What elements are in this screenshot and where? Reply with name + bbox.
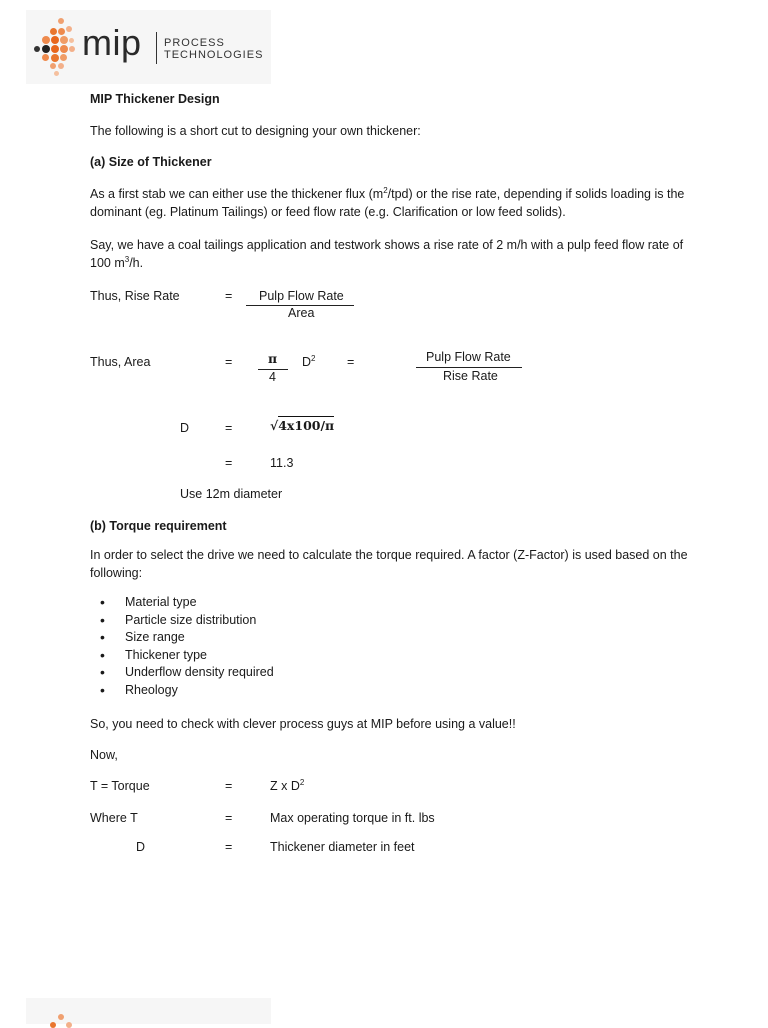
torque-equals: = xyxy=(225,779,233,793)
d-letter: D xyxy=(302,355,312,369)
para2-part-a: Say, we have a coal tailings application and testwork shows a rise rate of 2 m/h with a pulp feed flow rate of 100 m xyxy=(90,238,684,270)
page-title: MIP Thickener Design xyxy=(90,92,220,106)
where-d-equals: = xyxy=(225,840,233,854)
where-t-definition: Max operating torque in ft. lbs xyxy=(270,811,435,825)
torque-formula-text: Z x D xyxy=(270,779,300,793)
dot-cluster-icon xyxy=(34,1010,78,1024)
logo-brand-text: mip xyxy=(82,22,142,63)
para1-part-b: /tpd) or the rise rate, depending if solids loading is the dominant (eg. Platinum Tailings) or feed flow rate (e.g. Clarification or low feed solids). xyxy=(90,187,685,219)
next-page-logo-fragment xyxy=(26,998,271,1024)
area-denominator: Rise Rate xyxy=(443,369,498,383)
where-d-label: D xyxy=(136,840,146,854)
torque-label: T = Torque xyxy=(90,779,150,793)
list-item: • Thickener type xyxy=(100,647,274,665)
section-b-paragraph-1: In order to select the drive we need to calculate the torque required. A factor (Z-Factor) is used based on the following: xyxy=(90,548,688,580)
where-t-label: Where T xyxy=(90,811,138,825)
rise-rate-equals: = xyxy=(225,289,233,303)
now-text: Now, xyxy=(90,748,118,762)
rise-rate-denominator: Area xyxy=(288,306,315,320)
list-item: • Material type xyxy=(100,594,274,612)
where-d-definition: Thickener diameter in feet xyxy=(270,840,415,854)
para1-part-a: As a first stab we can either use the thickener flux (m xyxy=(90,187,384,201)
z-factor-list xyxy=(100,594,274,700)
torque-superscript: 2 xyxy=(299,777,305,787)
list-item: • Underflow density required xyxy=(100,664,274,682)
sqrt-expression xyxy=(270,418,334,433)
area-equals-2: = xyxy=(347,355,355,369)
pi-symbol: π xyxy=(268,351,278,366)
d-value-equals: = xyxy=(225,456,233,470)
logo-divider xyxy=(156,32,157,64)
torque-formula xyxy=(270,777,304,795)
d-value: 11.3 xyxy=(270,456,294,470)
where-t-equals: = xyxy=(225,811,233,825)
section-a-paragraph-2 xyxy=(90,236,690,272)
para2-superscript: 3 xyxy=(124,254,130,264)
list-item: • Rheology xyxy=(100,682,274,700)
four-denominator: 4 xyxy=(269,370,276,384)
dot-cluster-icon xyxy=(34,18,78,76)
logo-line2: TECHNOLOGIES xyxy=(164,49,264,61)
area-equals-1: = xyxy=(225,355,233,369)
d-equals: = xyxy=(225,421,233,435)
d-label: D xyxy=(180,421,190,435)
section-b-paragraph-2: So, you need to check with clever process guys at MIP before using a value!! xyxy=(90,717,516,731)
d-superscript: 2 xyxy=(311,353,316,363)
d-squared xyxy=(302,353,315,371)
use-diameter-note: Use 12m diameter xyxy=(180,487,283,501)
rise-rate-label: Thus, Rise Rate xyxy=(90,289,180,303)
sqrt-radicand: 4x100/π xyxy=(278,418,335,433)
section-a-paragraph-1 xyxy=(90,185,690,221)
area-label: Thus, Area xyxy=(90,355,151,369)
section-b-heading: (b) Torque requirement xyxy=(90,519,227,533)
para2-part-b: /h. xyxy=(129,256,144,270)
list-item: • Particle size distribution xyxy=(100,612,274,630)
logo-line1: PROCESS xyxy=(164,37,225,49)
intro-text: The following is a short cut to designing your own thickener: xyxy=(90,124,421,138)
list-item: • Size range xyxy=(100,629,274,647)
rise-rate-numerator: Pulp Flow Rate xyxy=(259,289,344,303)
section-a-heading: (a) Size of Thickener xyxy=(90,155,212,169)
area-numerator: Pulp Flow Rate xyxy=(426,350,511,364)
mip-logo xyxy=(26,10,271,84)
sqrt-symbol: √ xyxy=(270,418,279,433)
para1-superscript: 2 xyxy=(383,185,388,195)
